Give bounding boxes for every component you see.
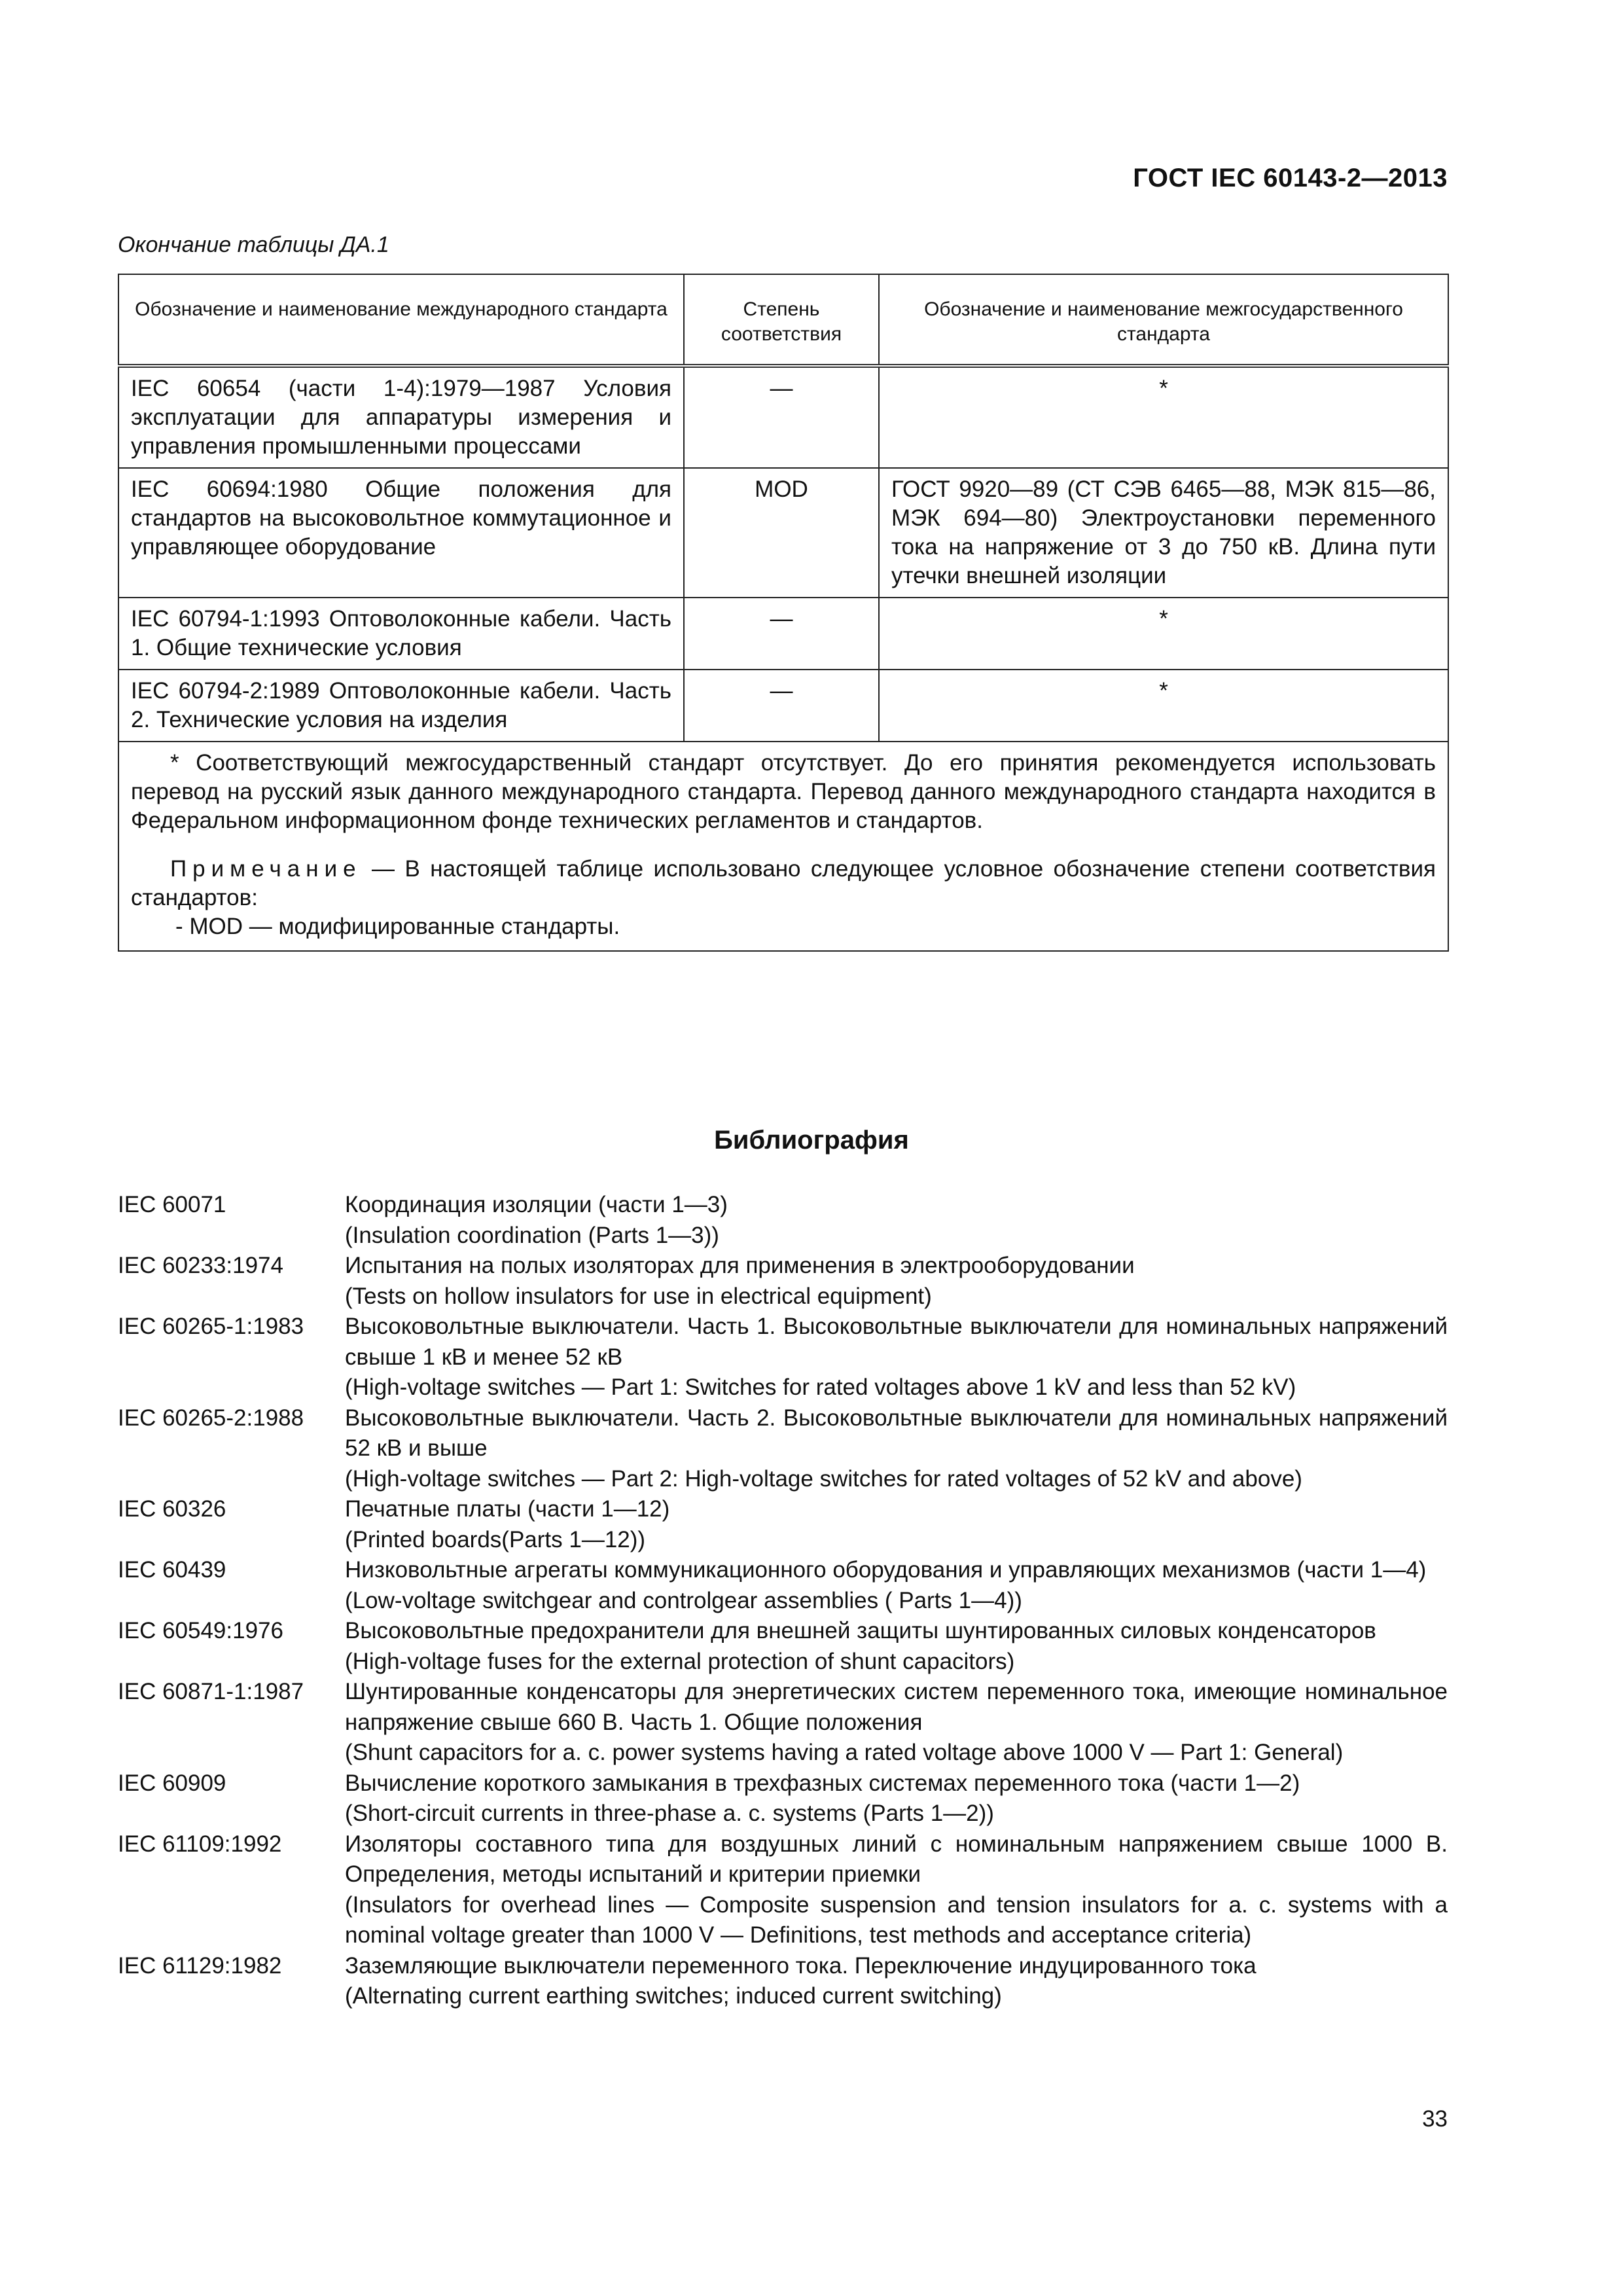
- bibliography-code: IEC 60326: [118, 1496, 226, 1522]
- bibliography-text: [345, 1312, 1448, 1403]
- intl-standard-cell: IEC 60654 (части 1-4):1979—1987 Условия эксплуатации для аппаратуры измерения и управления промышленными процессами: [118, 366, 684, 468]
- bibliography-title-en: (Insulation coordination (Parts 1—3)): [345, 1222, 719, 1248]
- bibliography-text: [345, 1494, 1448, 1555]
- bibliography-text: [345, 1951, 1448, 2012]
- intl-standard-cell: IEC 60794-2:1989 Оптоволоконные кабели. Часть 2. Технические условия на изделия: [118, 670, 684, 742]
- table-row: [118, 670, 1448, 742]
- bibliography-title-ru: Испытания на полых изоляторах для применения в электрооборудовании: [345, 1253, 1135, 1278]
- bibliography-code: IEC 60439: [118, 1557, 226, 1583]
- bibliography-text: [345, 1403, 1448, 1495]
- bibliography-entry: [118, 1951, 1448, 2012]
- bibliography-title-ru: Низковольтные агрегаты коммуникационного оборудования и управляющих механизмов (части 1—4): [345, 1557, 1427, 1583]
- bibliography-title-ru: Шунтированные конденсаторы для энергетических систем переменного тока, имеющие номинальное напряжение свыше 660 В. Часть 1. Общие положения: [345, 1679, 1448, 1735]
- bibliography-text: [345, 1829, 1448, 1951]
- table-note: [131, 855, 1436, 912]
- bibliography-text: [345, 1555, 1448, 1616]
- degree-cell: —: [684, 670, 879, 742]
- table-footnote: * Соответствующий межгосударственный стандарт отсутствует. До его принятия рекомендуется использовать перевод на русский язык данного международного стандарта. Перевод данного международного стандарта находится в Федеральном информационном фонде технических регламентов и стандартов.: [131, 750, 1436, 833]
- bibliography-entry: [118, 1829, 1448, 1951]
- column-header-intl: Обозначение и наименование международного стандарта: [118, 274, 684, 366]
- bibliography-code: IEC 60871-1:1987: [118, 1679, 304, 1704]
- bibliography-entry: [118, 1677, 1448, 1768]
- bibliography-title-en: (Insulators for overhead lines — Composite suspension and tension insulators for a. c. systems with a nominal voltage greater than 1000 V — Definitions, test methods and acceptance criteria): [345, 1892, 1448, 1948]
- interstate-standard-cell: *: [879, 670, 1448, 742]
- column-header-interstate: Обозначение и наименование межгосударственного стандарта: [879, 274, 1448, 366]
- bibliography-code: IEC 60233:1974: [118, 1253, 283, 1278]
- interstate-standard-cell: *: [879, 366, 1448, 468]
- interstate-standard-cell: *: [879, 598, 1448, 670]
- document-code: ГОСТ IEC 60143-2—2013: [1133, 164, 1448, 192]
- bibliography-title-ru: Высоковольтные предохранители для внешней защиты шунтированных силовых конденсаторов: [345, 1618, 1376, 1643]
- bibliography-title-ru: Высоковольтные выключатели. Часть 1. Высоковольтные выключатели для номинальных напряжений свыше 1 кВ и менее 52 кВ: [345, 1314, 1448, 1370]
- bibliography-title-ru: Высоковольтные выключатели. Часть 2. Высоковольтные выключатели для номинальных напряжений 52 кВ и выше: [345, 1405, 1448, 1461]
- degree-cell: —: [684, 598, 879, 670]
- bibliography-entry: [118, 1555, 1448, 1616]
- bibliography-title-en: (Printed boards(Parts 1—12)): [345, 1526, 646, 1552]
- table-row: [118, 366, 1448, 468]
- intl-standard-cell: IEC 60794-1:1993 Оптоволоконные кабели. Часть 1. Общие технические условия: [118, 598, 684, 670]
- table-row: [118, 468, 1448, 598]
- bibliography-text: [345, 1190, 1448, 1251]
- bibliography-entry: [118, 1190, 1448, 1251]
- bibliography-text: [345, 1677, 1448, 1768]
- standards-table: [118, 274, 1449, 952]
- bibliography-title-en: (Short-circuit currents in three-phase a. c. systems (Parts 1—2)): [345, 1801, 994, 1826]
- bibliography-title-ru: Заземляющие выключатели переменного тока. Переключение индуцированного тока: [345, 1952, 1257, 1979]
- bibliography-code: IEC 60265-1:1983: [118, 1314, 304, 1339]
- bibliography-title-en: (Alternating current earthing switches; induced current switching): [345, 1983, 1002, 2009]
- column-header-degree: Степень соответствия: [684, 274, 879, 366]
- bibliography-list: [118, 1190, 1448, 2012]
- bibliography-title-en: (High-voltage switches — Part 1: Switches for rated voltages above 1 kV and less than 52 kV): [345, 1374, 1296, 1400]
- bibliography-title-en: (Tests on hollow insulators for use in electrical equipment): [345, 1283, 932, 1309]
- bibliography-code: IEC 61129:1982: [118, 1952, 282, 1979]
- bibliography-entry: [118, 1251, 1448, 1312]
- bibliography-entry: [118, 1768, 1448, 1829]
- bibliography-title-ru: Изоляторы составного типа для воздушных линий с номинальным напряжением свыше 1000 В. Определения, методы испытаний и критерии приемки: [345, 1831, 1448, 1887]
- bibliography-title-en: (High-voltage fuses for the external protection of shunt capacitors): [345, 1648, 1015, 1674]
- bibliography-text: [345, 1768, 1448, 1829]
- degree-cell: MOD: [684, 468, 879, 598]
- bibliography-entry: [118, 1403, 1448, 1495]
- bibliography-entry: [118, 1494, 1448, 1555]
- note-text: — В настоящей таблице использовано следующее условное обозначение степени соответствия стандартов:: [131, 856, 1436, 910]
- bibliography-code: IEC 60265-2:1988: [118, 1405, 304, 1431]
- bibliography-title-en: (Low-voltage switchgear and controlgear assemblies ( Parts 1—4)): [345, 1587, 1022, 1613]
- bibliography-text: [345, 1251, 1448, 1312]
- bibliography-code: IEC 61109:1992: [118, 1831, 282, 1857]
- bibliography-title-ru: Вычисление короткого замыкания в трехфазных системах переменного тока (части 1—2): [345, 1770, 1300, 1796]
- bibliography-code: IEC 60549:1976: [118, 1618, 283, 1643]
- bibliography-title: Библиография: [714, 1126, 909, 1155]
- bibliography-code: IEC 60071: [118, 1192, 226, 1217]
- note-label: Примечание: [170, 856, 362, 882]
- table-footnote-cell: [118, 742, 1448, 951]
- degree-cell: —: [684, 366, 879, 468]
- intl-standard-cell: IEC 60694:1980 Общие положения для стандартов на высоковольтное коммутационное и управляющее оборудование: [118, 468, 684, 598]
- bibliography-code: IEC 60909: [118, 1770, 226, 1796]
- bibliography-entry: [118, 1312, 1448, 1403]
- note-item: - MOD — модифицированные стандарты.: [175, 914, 620, 939]
- bibliography-title-en: (High-voltage switches — Part 2: High-voltage switches for rated voltages of 52 kV and above): [345, 1465, 1302, 1492]
- bibliography-text: [345, 1616, 1448, 1677]
- table-row: [118, 598, 1448, 670]
- bibliography-title-en: (Shunt capacitors for a. c. power systems having a rated voltage above 1000 V — Part 1: General): [345, 1740, 1344, 1765]
- table-caption: Окончание таблицы ДА.1: [118, 232, 389, 257]
- bibliography-title-ru: Координация изоляции (части 1—3): [345, 1192, 728, 1217]
- bibliography-entry: [118, 1616, 1448, 1677]
- table-footer-row: [118, 742, 1448, 951]
- bibliography-title-ru: Печатные платы (части 1—12): [345, 1496, 670, 1522]
- page-number: 33: [1422, 2106, 1448, 2132]
- interstate-standard-cell: ГОСТ 9920—89 (СТ СЭВ 6465—88, МЭК 815—86, МЭК 694—80) Электроустановки переменного тока на напряжение от 3 до 750 кВ. Длина пути утечки внешней изоляции: [879, 468, 1448, 598]
- table-header-row: [118, 274, 1448, 366]
